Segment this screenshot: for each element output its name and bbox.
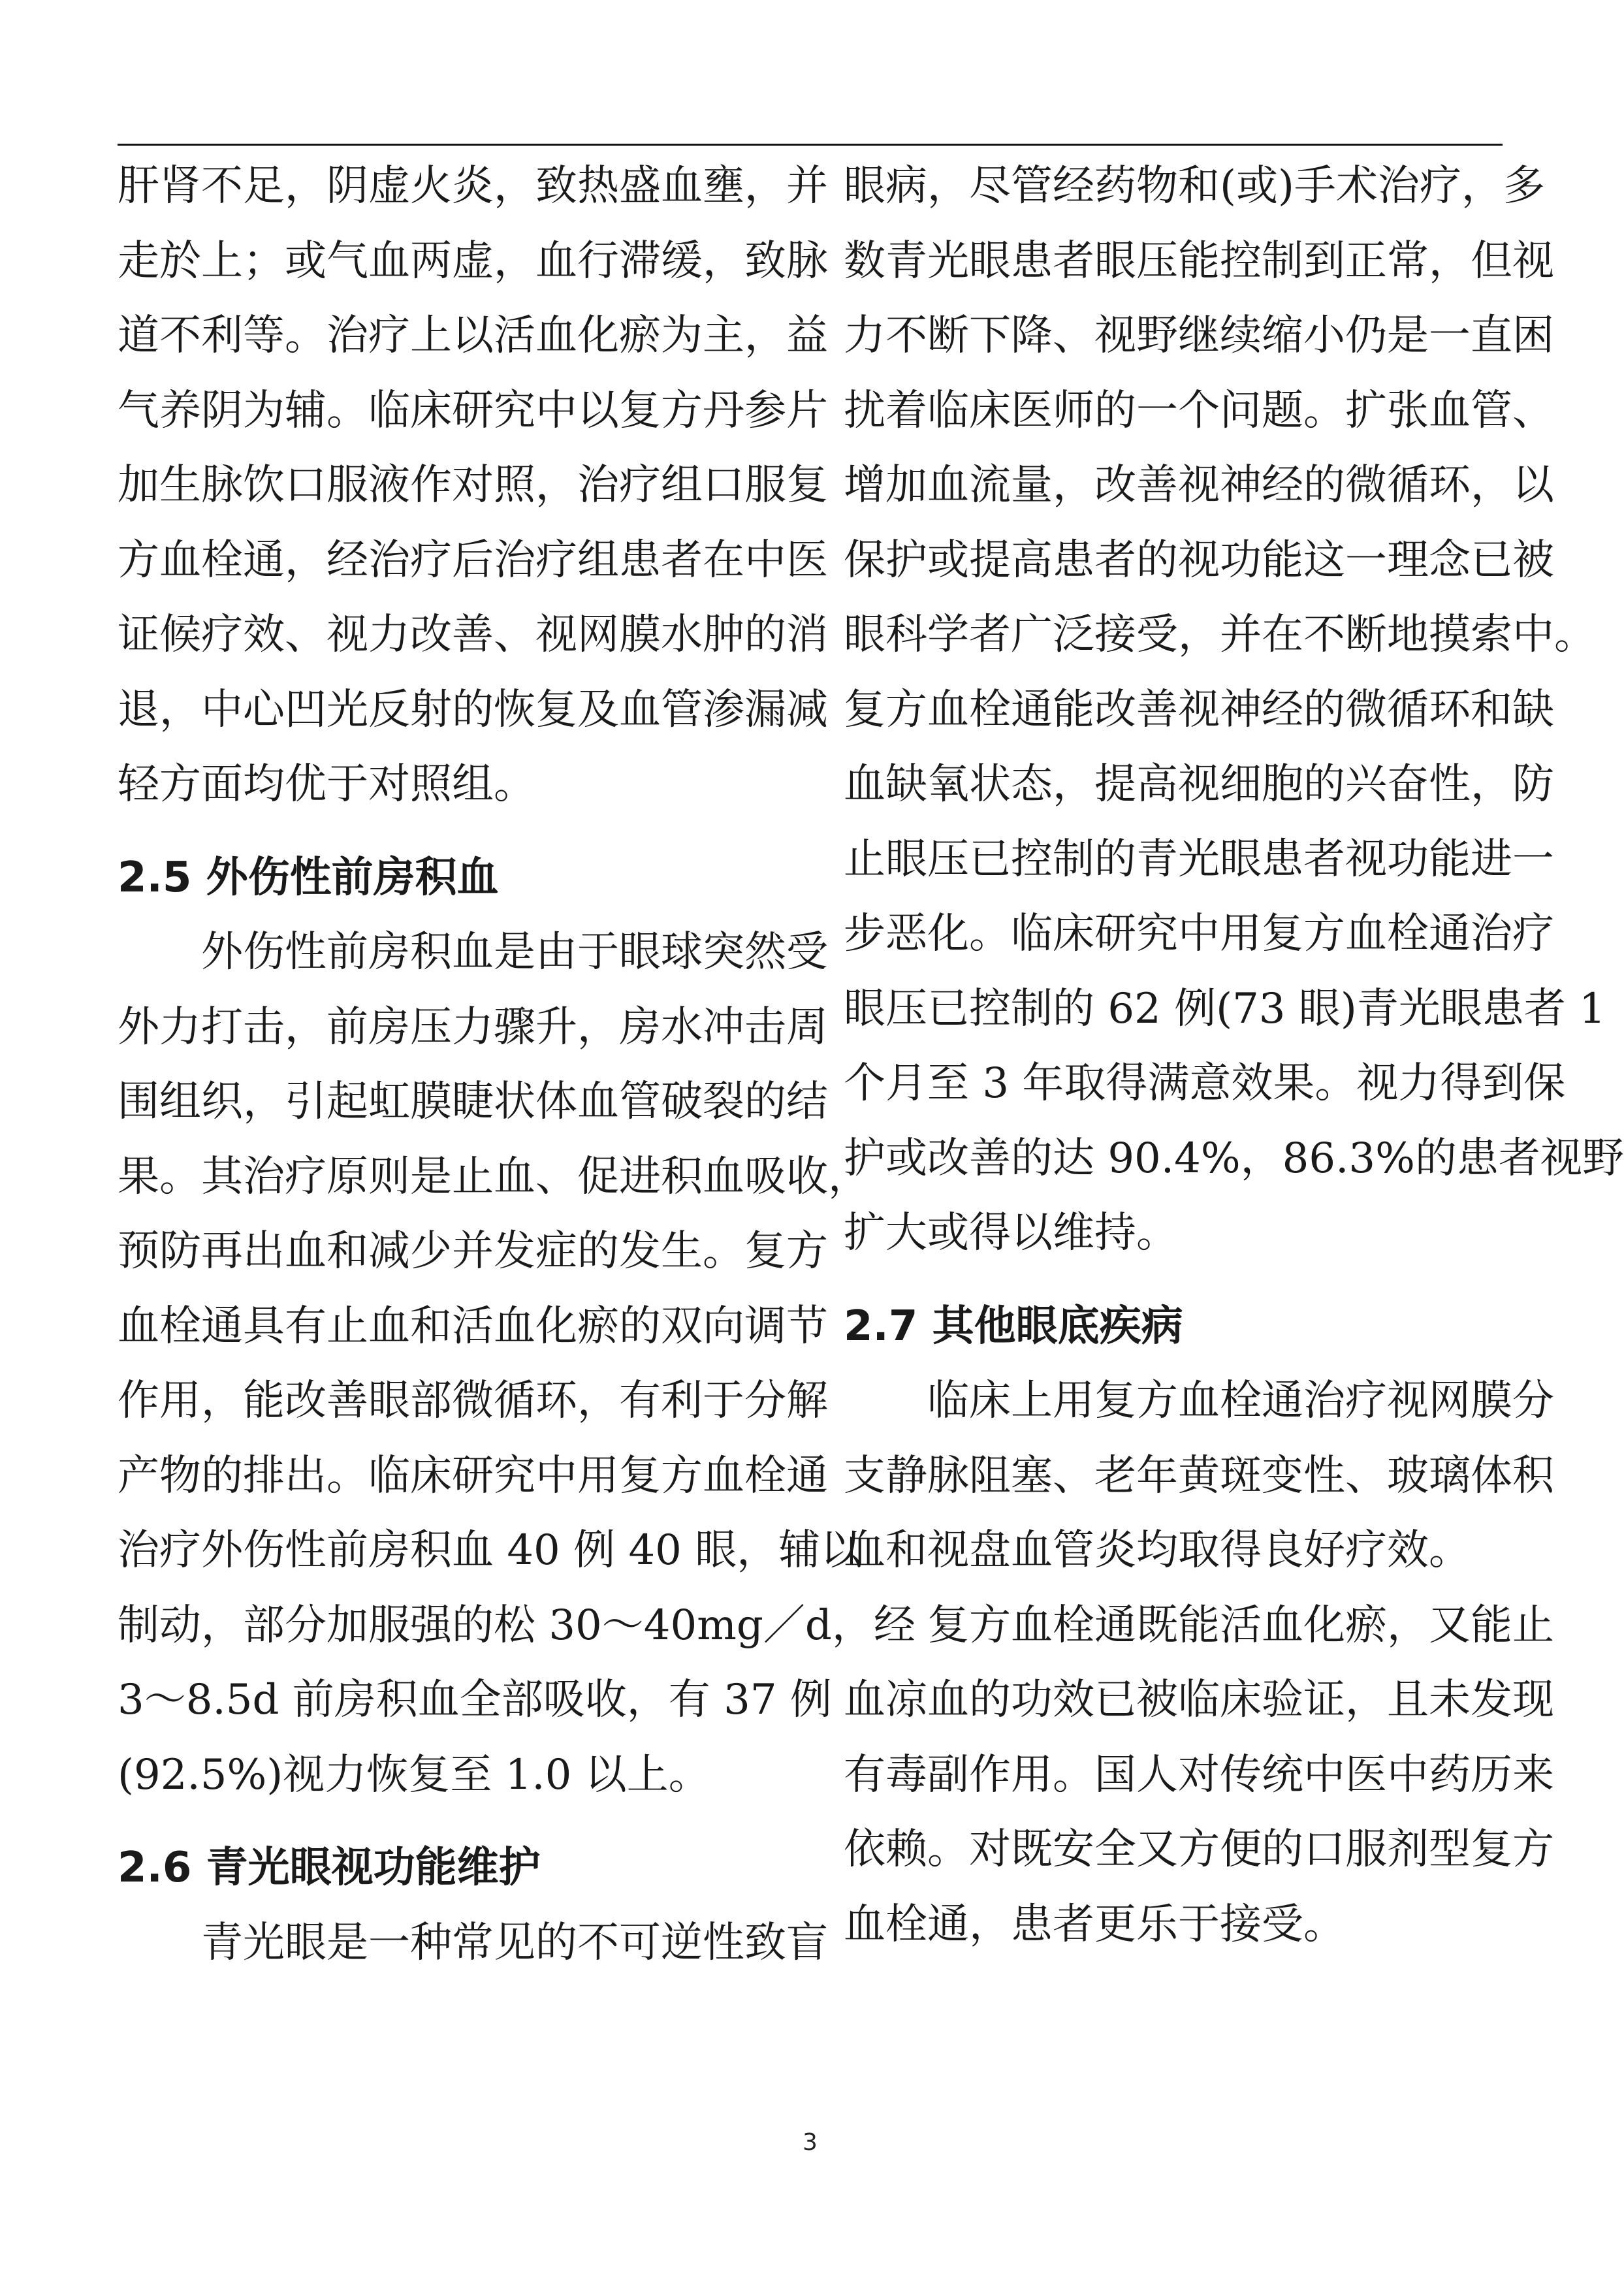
section-2-6-paragraph-start <box>118 1906 828 1981</box>
text-line: 预防再出血和减少并发症的发生。复方 <box>118 1227 828 1275</box>
text-line: 步恶化。临床研究中用复方血栓通治疗 <box>844 910 1554 958</box>
text-line: 血栓通，患者更乐于接受。 <box>844 1900 1345 1949</box>
page-number: 3 <box>803 2129 818 2156</box>
text-line: 止眼压已控制的青光眼患者视功能进一 <box>844 835 1554 884</box>
text-line: 临床上用复方血栓通治疗视网膜分 <box>927 1377 1554 1425</box>
text-line: 3～8.5d 前房积血全部吸收，有 37 例 <box>118 1676 832 1724</box>
text-line: 眼压已控制的 62 例(73 眼)青光眼患者 1 <box>844 984 1606 1033</box>
right-column <box>844 149 1624 1962</box>
text-line: 复方血栓通能改善视神经的微循环和缺 <box>844 685 1554 734</box>
text-line: 道不利等。治疗上以活血化瘀为主，益 <box>118 312 828 360</box>
text-line: 支静脉阻塞、老年黄斑变性、玻璃体积 <box>844 1451 1554 1500</box>
section-2-7-paragraph-2 <box>844 1588 1554 1963</box>
text-line: 血凉血的功效已被临床验证，且未发现 <box>844 1676 1554 1724</box>
text-line: 轻方面均优于对照组。 <box>118 760 535 809</box>
text-line: 保护或提高患者的视功能这一理念已被 <box>844 536 1554 585</box>
text-line: 退，中心凹光反射的恢复及血管渗漏减 <box>118 685 828 734</box>
text-line: 护或改善的达 90.4%，86.3%的患者视野 <box>844 1134 1624 1183</box>
text-line: 走於上；或气血两虚，血行滞缓，致脉 <box>118 236 828 285</box>
text-line: 眼病，尽管经药物和(或)手术治疗，多 <box>844 162 1545 210</box>
text-line: 增加血流量，改善视神经的微循环，以 <box>844 461 1554 509</box>
text-line: 治疗外伤性前房积血 40 例 40 眼，辅以 <box>118 1526 863 1575</box>
header-rule <box>118 144 1503 146</box>
section-2-5-paragraph <box>118 915 915 1812</box>
text-line: 果。其治疗原则是止血、促进积血吸收， <box>118 1152 870 1201</box>
text-line: 肝肾不足，阴虚火炎，致热盛血壅，并 <box>118 162 828 210</box>
text-line: 制动，部分加服强的松 30～40mg／d，经 <box>118 1601 915 1650</box>
text-line: 证候疗效、视力改善、视网膜水肿的消 <box>118 611 828 659</box>
text-line: 血和视盘血管炎均取得良好疗效。 <box>844 1526 1471 1575</box>
text-line: 个月至 3 年取得满意效果。视力得到保 <box>844 1059 1566 1108</box>
text-line: (92.5%)视力恢复至 1.0 以上。 <box>118 1750 710 1799</box>
text-line: 产物的排出。临床研究中用复方血栓通 <box>118 1451 828 1500</box>
section-2-6-paragraph-cont <box>844 149 1624 1271</box>
text-line: 作用，能改善眼部微循环，有利于分解 <box>118 1377 828 1425</box>
text-line: 依赖。对既安全又方便的口服剂型复方 <box>844 1825 1554 1874</box>
text-line: 围组织，引起虹膜睫状体血管破裂的结 <box>118 1078 828 1126</box>
section-heading-2-7: 2.7 其他眼底疾病 <box>844 1302 1183 1351</box>
text-line: 力不断下降、视野继续缩小仍是一直困 <box>844 312 1554 360</box>
text-line: 青光眼是一种常见的不可逆性致盲 <box>201 1918 828 1967</box>
text-line: 扩大或得以维持。 <box>844 1209 1178 1257</box>
left-column <box>118 149 915 1980</box>
section-heading-2-5: 2.5 外伤性前房积血 <box>118 853 499 902</box>
text-line: 加生脉饮口服液作对照，治疗组口服复 <box>118 461 828 509</box>
intro-paragraph <box>118 149 828 822</box>
text-line: 气养阴为辅。临床研究中以复方丹参片 <box>118 386 828 435</box>
text-line: 眼科学者广泛接受，并在不断地摸索中。 <box>844 611 1596 659</box>
text-line: 方血栓通，经治疗后治疗组患者在中医 <box>118 536 828 585</box>
text-line: 数青光眼患者眼压能控制到正常，但视 <box>844 236 1554 285</box>
text-line: 血栓通具有止血和活血化瘀的双向调节 <box>118 1302 828 1351</box>
text-line: 外力打击，前房压力骤升，房水冲击周 <box>118 1002 828 1051</box>
section-heading-2-6: 2.6 青光眼视功能维护 <box>118 1844 541 1892</box>
text-line: 复方血栓通既能活血化瘀，又能止 <box>927 1601 1554 1650</box>
text-line: 外伤性前房积血是由于眼球突然受 <box>201 928 828 976</box>
text-line: 有毒副作用。国人对传统中医中药历来 <box>844 1750 1554 1799</box>
text-line: 扰着临床医师的一个问题。扩张血管、 <box>844 386 1554 435</box>
section-2-7-paragraph-1 <box>844 1364 1554 1588</box>
text-line: 血缺氧状态，提高视细胞的兴奋性，防 <box>844 760 1554 809</box>
